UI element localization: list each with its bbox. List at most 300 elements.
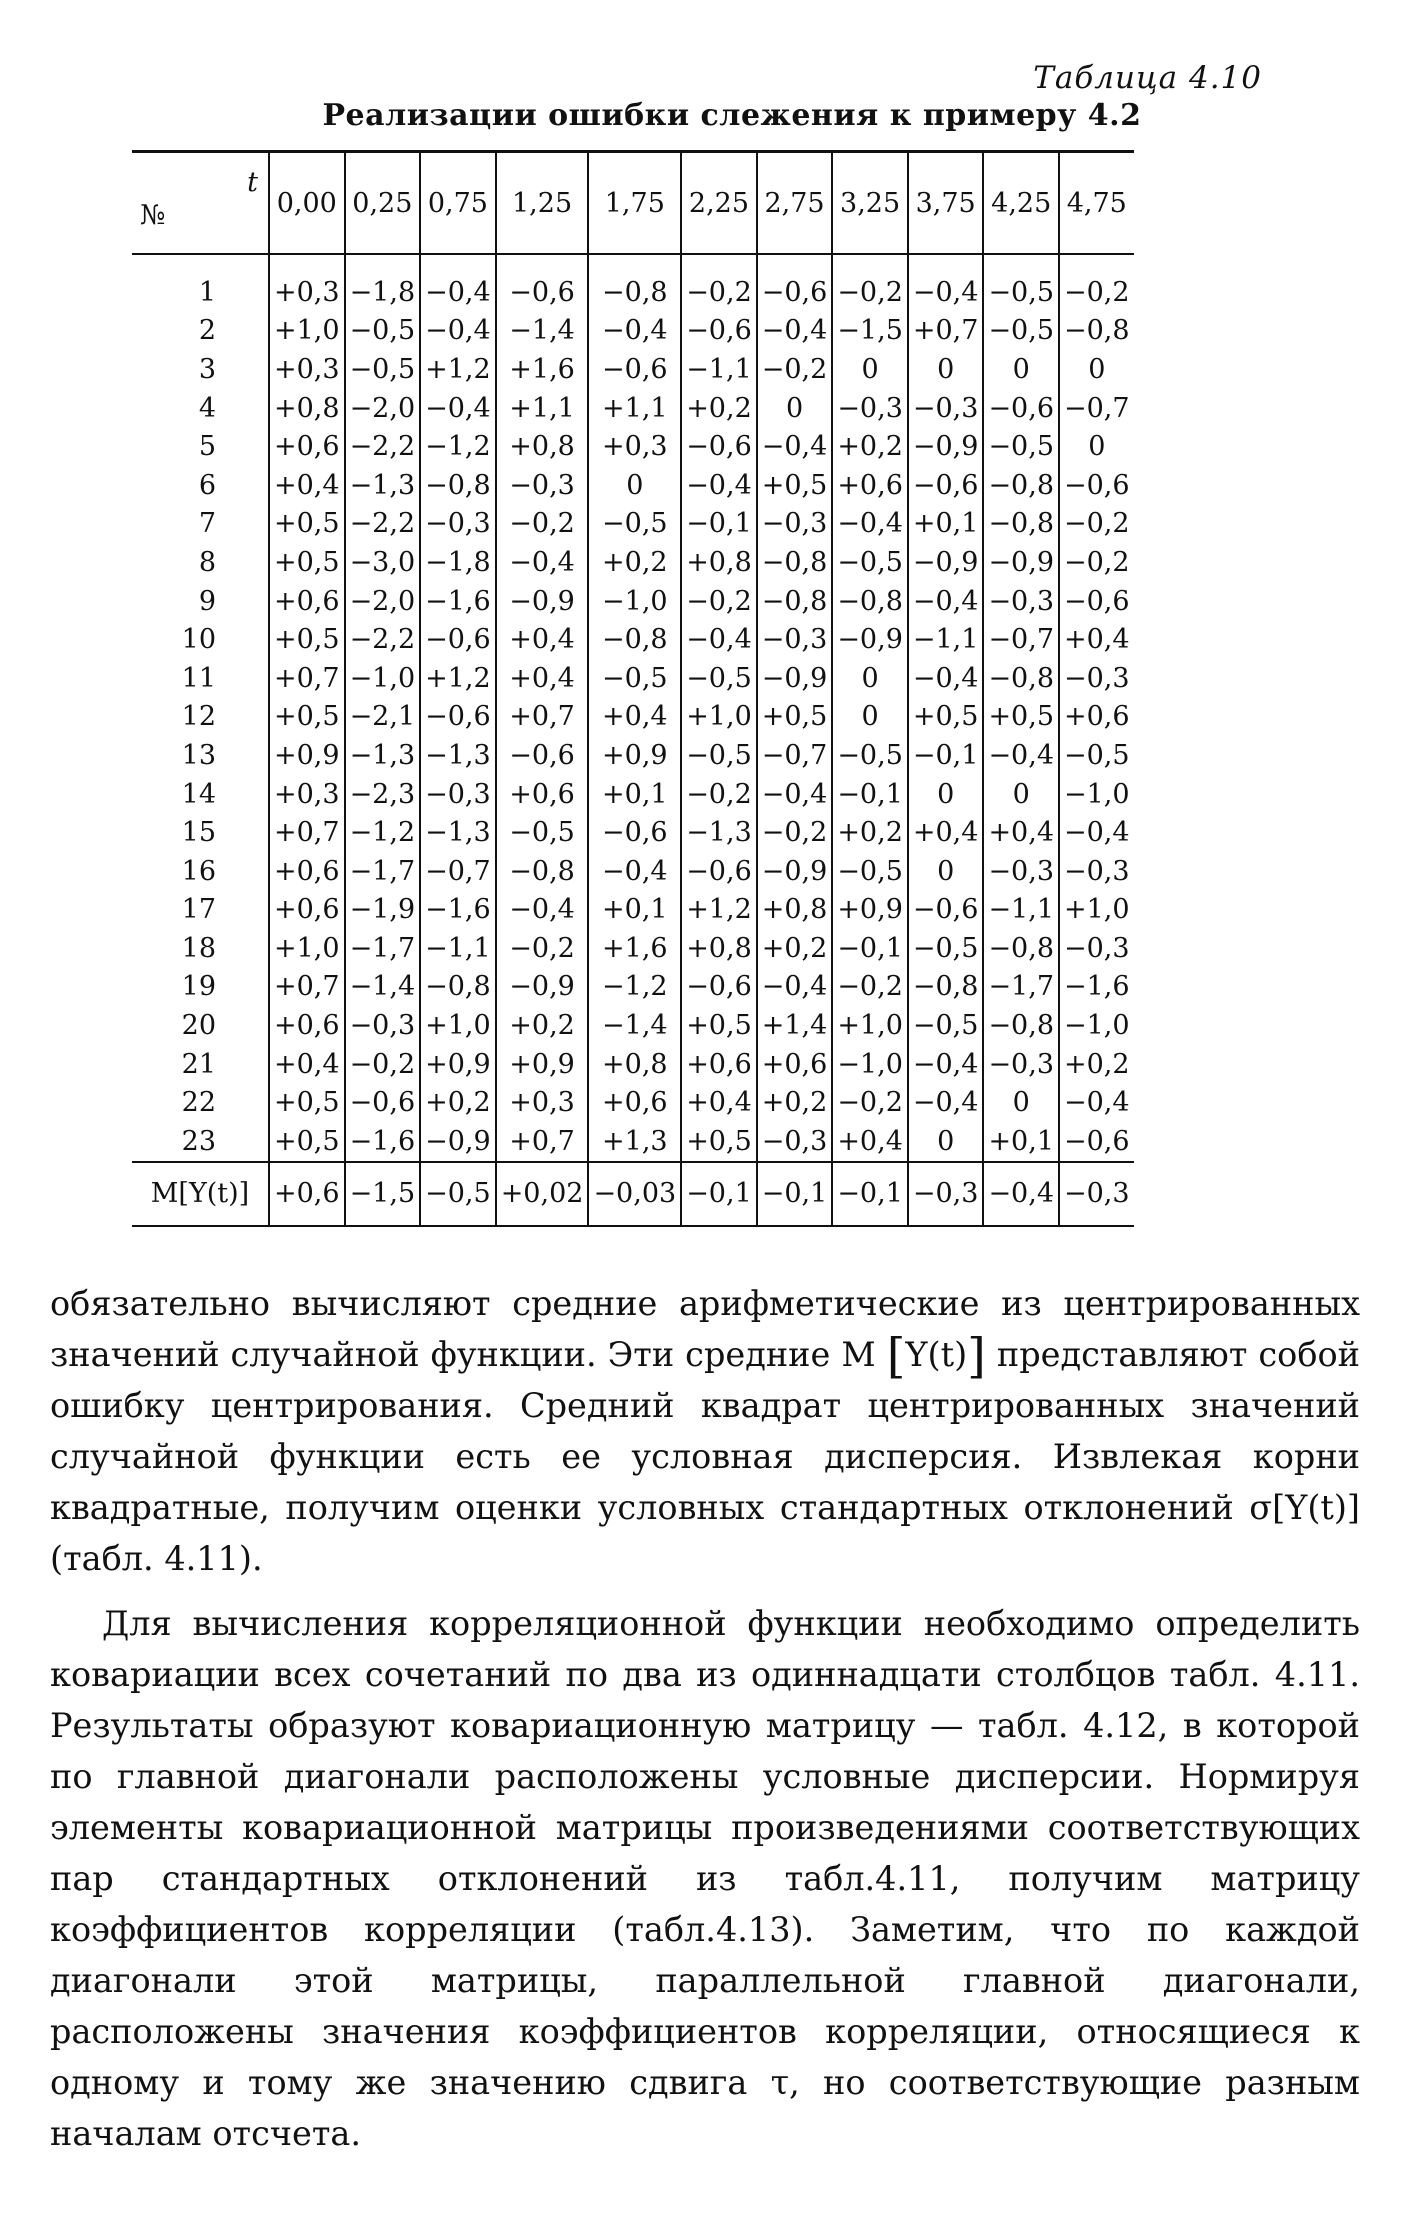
column-header-t: 3,75 [908,152,984,255]
row-number: 12 [181,701,216,733]
table-cell: −0,2 [832,254,908,312]
table-cell: −1,3 [345,736,421,775]
table-cell: −0,5 [681,736,757,775]
table-cell: +0,5 [757,698,833,737]
table-cell: −0,2 [757,350,833,389]
mean-row-label: M[Y(t)] [132,1162,269,1226]
table-cell: +0,3 [269,350,345,389]
table-cell: +0,5 [269,1122,345,1162]
table-cell: −0,6 [496,254,589,312]
table-cell: −0,8 [983,659,1059,698]
table-cell: −1,6 [420,582,496,621]
table-cell: +0,9 [496,1045,589,1084]
table-cell: 0 [1059,350,1134,389]
table-cell: −1,7 [345,852,421,891]
table-cell: +0,6 [588,1083,681,1122]
paragraph-1-start: обязательно вычисляют средние арифметические из центрированных значений случайной функции. Эти средние M [50,1284,1360,1374]
table-cell: −0,5 [832,736,908,775]
table-row [132,312,1134,351]
table-cell: −0,8 [983,929,1059,968]
table-cell: +0,6 [269,852,345,891]
table-cell: −0,2 [496,929,589,968]
paragraph-2 [50,1598,1360,2159]
table-cell: −0,3 [420,775,496,814]
table-cell: +0,4 [983,813,1059,852]
table-row [132,968,1134,1007]
table-cell: −1,4 [588,1006,681,1045]
table-cell: +0,2 [588,543,681,582]
table-cell: 0 [1059,427,1134,466]
table-cell: −1,1 [420,929,496,968]
table-cell: −0,9 [757,852,833,891]
table-cell: 0 [832,350,908,389]
table-cell: +0,1 [588,775,681,814]
table-cell: −0,2 [681,582,757,621]
table-cell: −0,5 [983,254,1059,312]
table-row [132,350,1134,389]
column-header-t: 3,25 [832,152,908,255]
table-cell: −0,6 [681,852,757,891]
table-cell: +0,8 [681,543,757,582]
table-cell: +0,5 [269,698,345,737]
table-cell: +0,2 [757,929,833,968]
table-cell: −0,4 [832,505,908,544]
table-cell: −0,1 [681,505,757,544]
table-cell: +1,3 [588,1122,681,1162]
table-header-row [132,152,1134,255]
table-cell: −0,4 [496,891,589,930]
table-cell: −2,0 [345,582,421,621]
table-cell: +0,6 [269,891,345,930]
table-cell: +0,8 [269,389,345,428]
table-cell: +0,5 [269,543,345,582]
table-cell: −0,3 [345,1006,421,1045]
table-cell: +0,6 [496,775,589,814]
column-header-t: 1,75 [588,152,681,255]
table-cell: −0,6 [420,620,496,659]
table-cell: −0,6 [345,1083,421,1122]
table-cell: −0,7 [1059,389,1134,428]
table-cell: +0,7 [908,312,984,351]
table-cell: −0,4 [757,312,833,351]
table-cell: −2,2 [345,427,421,466]
table-cell: −0,3 [757,620,833,659]
table-cell: +0,4 [269,1045,345,1084]
table-cell: −1,3 [681,813,757,852]
table-cell: −0,5 [345,350,421,389]
table-cell: −0,4 [757,775,833,814]
mean-cell: −1,5 [345,1162,421,1226]
mean-cell: −0,5 [420,1162,496,1226]
table-cell: −0,4 [588,312,681,351]
paragraph-1-end: представляют собой ошибку центрирования. Средний квадрат центрированных значений случайной функции есть ее условная дисперсия. Извлекая корни квадратные, получим оценки условных стандартных отклонений σ[Y(t)] (табл. 4.11). [50,1335,1360,1578]
table-cell: −0,8 [496,852,589,891]
table-cell: +1,2 [420,659,496,698]
table-cell: +1,2 [681,891,757,930]
table-cell: +0,8 [496,427,589,466]
table-row [132,505,1134,544]
mean-cell: −0,1 [757,1162,833,1226]
table-cell: −0,2 [1059,543,1134,582]
table-cell: +0,7 [269,968,345,1007]
table-cell: −0,2 [496,505,589,544]
table-cell: +0,6 [269,1006,345,1045]
table-cell: −0,4 [983,736,1059,775]
open-bracket: [ [886,1328,906,1384]
table-cell: −0,6 [681,427,757,466]
table-cell: −0,9 [420,1122,496,1162]
table-cell: −0,4 [496,543,589,582]
table-cell: −0,1 [832,929,908,968]
row-number: 7 [198,508,216,540]
table-cell: −0,6 [1059,466,1134,505]
table-row [132,620,1134,659]
column-header-t: 0,00 [269,152,345,255]
table-row [132,698,1134,737]
error-realizations-table [132,150,1134,1227]
table-cell: −0,2 [757,813,833,852]
table-cell: +0,5 [269,1083,345,1122]
table-cell: −1,0 [345,659,421,698]
table-cell: +0,5 [908,698,984,737]
table-cell: −1,2 [588,968,681,1007]
table-cell: −1,8 [420,543,496,582]
table-cell: +1,0 [681,698,757,737]
table-cell: −0,8 [757,543,833,582]
table-cell: 0 [588,466,681,505]
table-cell: −0,3 [832,389,908,428]
row-number: 3 [198,353,216,385]
table-cell: −1,1 [681,350,757,389]
table-cell: 0 [983,350,1059,389]
table-cell: −0,9 [983,543,1059,582]
table-cell: −1,2 [420,427,496,466]
table-cell: −0,8 [757,582,833,621]
table-cell: −0,6 [1059,1122,1134,1162]
table-cell: +0,7 [269,659,345,698]
mean-row [132,1162,1134,1226]
table-cell: +0,7 [496,698,589,737]
column-header-t: 0,75 [420,152,496,255]
table-cell: −0,3 [1059,929,1134,968]
table-cell: −0,8 [908,968,984,1007]
table-cell: +0,7 [269,813,345,852]
table-cell: 0 [908,775,984,814]
table-cell: +0,4 [496,620,589,659]
table-cell: +0,3 [269,775,345,814]
table-cell: −1,4 [345,968,421,1007]
table-cell: −1,2 [345,813,421,852]
row-number: 14 [181,778,216,810]
mean-cell: −0,3 [908,1162,984,1226]
table-cell: −0,3 [983,582,1059,621]
table-cell: −0,4 [1059,1083,1134,1122]
table-cell: −0,3 [983,1045,1059,1084]
table-cell: −0,9 [757,659,833,698]
table-cell: −0,5 [1059,736,1134,775]
table-cell: +0,4 [832,1122,908,1162]
mean-cell: −0,1 [681,1162,757,1226]
table-cell: −0,8 [983,505,1059,544]
table-cell: +0,8 [757,891,833,930]
table-row [132,736,1134,775]
table-cell: −0,8 [832,582,908,621]
table-row [132,543,1134,582]
table-row [132,1045,1134,1084]
column-header-t: 2,75 [757,152,833,255]
table-cell: +1,4 [757,1006,833,1045]
table-cell: +0,2 [757,1083,833,1122]
table-cell: −1,9 [345,891,421,930]
table-cell: +0,4 [588,698,681,737]
table-cell: −1,0 [832,1045,908,1084]
table-cell: +0,6 [757,1045,833,1084]
row-number: 13 [181,739,216,771]
table-row [132,775,1134,814]
table-cell: −0,4 [420,389,496,428]
table-cell: +0,5 [757,466,833,505]
row-number: 16 [181,855,216,887]
table-title: Реализации ошибки слежения к примеру 4.2 [322,98,1142,133]
table-cell: −0,8 [983,1006,1059,1045]
table-row [132,389,1134,428]
table-cell: −0,6 [681,968,757,1007]
mean-cell: +0,02 [496,1162,589,1226]
table-cell: −0,6 [1059,582,1134,621]
table-cell: −0,8 [983,466,1059,505]
row-number: 17 [181,894,216,926]
table-cell: −0,1 [832,775,908,814]
table-cell: −0,4 [908,582,984,621]
table-cell: −1,4 [496,312,589,351]
table-cell: +0,6 [269,582,345,621]
table-cell: −0,2 [681,775,757,814]
table-cell: +0,5 [681,1006,757,1045]
row-number: 2 [198,315,216,347]
table-cell: +0,4 [1059,620,1134,659]
table-cell: +0,2 [832,813,908,852]
row-number: 11 [181,662,216,694]
paragraph-1 [50,1278,1360,1584]
table-cell: +0,5 [269,620,345,659]
table-cell: +0,6 [269,427,345,466]
table-cell: −0,2 [1059,505,1134,544]
table-cell: −0,4 [908,1083,984,1122]
table-row [132,929,1134,968]
table-cell: −0,8 [420,466,496,505]
table-row [132,1083,1134,1122]
close-bracket: ] [967,1328,986,1384]
corner-t-label: t [247,167,258,198]
table-cell: 0 [832,659,908,698]
table-cell: −1,0 [1059,1006,1134,1045]
table-cell: +1,1 [588,389,681,428]
table-body [132,254,1134,1226]
table-cell: −1,1 [908,620,984,659]
table-cell: −0,1 [908,736,984,775]
row-number: 10 [181,624,216,656]
table-cell: +0,2 [681,389,757,428]
table-cell: −0,4 [757,427,833,466]
column-header-t: 0,25 [345,152,421,255]
table-cell: −0,5 [681,659,757,698]
row-number: 23 [181,1125,216,1157]
table-cell: −0,5 [345,312,421,351]
table-row [132,427,1134,466]
table-cell: +0,5 [983,698,1059,737]
mean-cell: +0,6 [269,1162,345,1226]
table-cell: −0,2 [345,1045,421,1084]
table-cell: −0,7 [420,852,496,891]
table-number-label: Таблица 4.10 [1033,60,1262,96]
row-number: 15 [181,817,216,849]
table-cell: +0,2 [496,1006,589,1045]
table-cell: +0,6 [832,466,908,505]
mean-cell: −0,3 [1059,1162,1134,1226]
table-row [132,466,1134,505]
table-cell: −1,0 [1059,775,1134,814]
table-cell: −0,7 [983,620,1059,659]
table-cell: −0,4 [420,312,496,351]
table-cell: −0,2 [832,968,908,1007]
table-cell: −0,3 [757,505,833,544]
table-cell: −0,9 [496,968,589,1007]
table-cell: −0,8 [588,620,681,659]
table-cell: −2,3 [345,775,421,814]
table-cell: −0,4 [681,620,757,659]
table-cell: −0,5 [832,852,908,891]
row-number: 9 [198,585,216,617]
table-cell: +1,0 [420,1006,496,1045]
table-cell: +1,0 [832,1006,908,1045]
row-number: 20 [181,1010,216,1042]
table-cell: +0,9 [420,1045,496,1084]
table-row [132,659,1134,698]
table-cell: −0,5 [908,1006,984,1045]
table-cell: −0,6 [757,254,833,312]
table-cell: +0,3 [269,254,345,312]
table-cell: −0,6 [908,891,984,930]
table-cell: −0,6 [588,813,681,852]
table-cell: −1,6 [345,1122,421,1162]
column-header-t: 4,25 [983,152,1059,255]
table-row [132,891,1134,930]
table-cell: −0,2 [832,1083,908,1122]
table-cell: 0 [983,775,1059,814]
table-row [132,1122,1134,1162]
table-row [132,254,1134,312]
table-row [132,813,1134,852]
table-cell: −0,4 [757,968,833,1007]
table-cell: +0,1 [908,505,984,544]
table-cell: −1,3 [420,736,496,775]
table-cell: −0,6 [908,466,984,505]
table-cell: 0 [908,350,984,389]
table-cell: −0,8 [420,968,496,1007]
table-cell: +0,3 [588,427,681,466]
table-cell: −0,5 [496,813,589,852]
table-cell: +1,6 [588,929,681,968]
table-cell: −0,2 [681,254,757,312]
column-header-t: 4,75 [1059,152,1134,255]
row-number: 6 [198,469,216,501]
table-cell: −0,5 [908,929,984,968]
table-cell: −0,3 [1059,852,1134,891]
table-row [132,582,1134,621]
row-number: 4 [198,392,216,424]
table-cell: −2,2 [345,620,421,659]
table-cell: −0,4 [908,254,984,312]
row-number: 19 [181,971,216,1003]
table-cell: −0,8 [1059,312,1134,351]
mean-cell: −0,4 [983,1162,1059,1226]
table-cell: −1,6 [420,891,496,930]
table-cell: −0,4 [681,466,757,505]
table-cell: 0 [832,698,908,737]
table-cell: +1,2 [420,350,496,389]
table-cell: −0,9 [832,620,908,659]
table-cell: +0,4 [681,1083,757,1122]
corner-cell [132,152,269,255]
table-cell: +0,9 [588,736,681,775]
column-header-t: 2,25 [681,152,757,255]
table-cell: −0,9 [908,543,984,582]
table-cell: −0,7 [757,736,833,775]
table-cell: −0,4 [908,659,984,698]
table-cell: −2,1 [345,698,421,737]
table-cell: 0 [757,389,833,428]
row-number: 18 [181,932,216,964]
row-number: 8 [198,546,216,578]
table-cell: +0,2 [832,427,908,466]
mean-cell: −0,03 [588,1162,681,1226]
table-cell: +0,9 [269,736,345,775]
table-cell: −0,4 [588,852,681,891]
table-cell: +0,5 [269,505,345,544]
table-cell: −2,0 [345,389,421,428]
table-cell: −0,6 [983,389,1059,428]
table-row [132,1006,1134,1045]
table-cell: +0,9 [832,891,908,930]
table-cell: −0,3 [496,466,589,505]
row-number: 21 [181,1048,216,1080]
table-cell: +0,3 [496,1083,589,1122]
table-cell: −0,5 [588,505,681,544]
table-cell: −0,3 [757,1122,833,1162]
table-cell: −0,4 [420,254,496,312]
table-cell: −0,3 [1059,659,1134,698]
table-cell: −1,3 [420,813,496,852]
table-cell: −0,5 [832,543,908,582]
column-header-t: 1,25 [496,152,589,255]
table-cell: −0,6 [496,736,589,775]
table-cell: +1,6 [496,350,589,389]
table-cell: +1,1 [496,389,589,428]
table-cell: +0,8 [588,1045,681,1084]
table-cell: −2,2 [345,505,421,544]
table-cell: −1,5 [832,312,908,351]
table-cell: −1,7 [345,929,421,968]
table-cell: +0,1 [983,1122,1059,1162]
table-cell: −1,7 [983,968,1059,1007]
table-cell: −1,1 [983,891,1059,930]
table-cell: 0 [983,1083,1059,1122]
table-cell: −0,6 [588,350,681,389]
table-cell: +0,4 [908,813,984,852]
table-cell: −0,3 [420,505,496,544]
table-cell: −0,5 [983,312,1059,351]
table-cell: +0,2 [1059,1045,1134,1084]
